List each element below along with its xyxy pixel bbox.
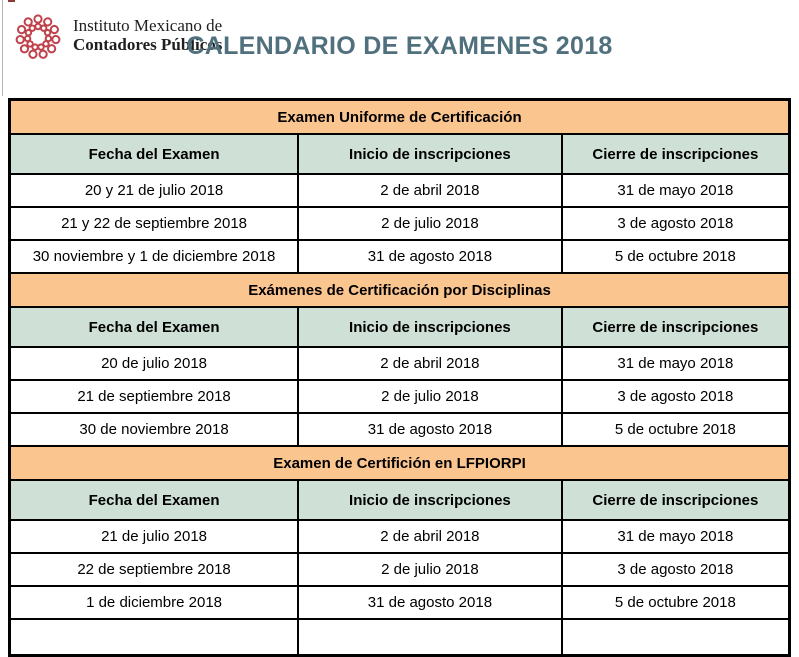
logo-org-name-line2: Contadores Públicos: [73, 34, 223, 54]
column-header-fecha: Fecha del Examen: [10, 480, 299, 520]
inscription-close-cell: 31 de mayo 2018: [562, 174, 790, 207]
table-row: [10, 553, 790, 586]
page-title: CALENDARIO DE EXAMENES 2018: [186, 32, 613, 60]
inscription-close-cell: 5 de octubre 2018: [562, 240, 790, 273]
column-header-inicio: Inicio de inscripciones: [298, 134, 562, 174]
table-row: [10, 207, 790, 240]
inscription-close-cell: [562, 619, 790, 656]
inscription-start-cell: 31 de agosto 2018: [298, 586, 562, 619]
clipped-row: [10, 619, 790, 656]
inscription-close-cell: 3 de agosto 2018: [562, 207, 790, 240]
exam-date-cell: 1 de diciembre 2018: [10, 586, 299, 619]
section-header-row: [10, 446, 790, 480]
scan-artifact: [8, 0, 15, 2]
table-row: [10, 380, 790, 413]
inscription-start-cell: 31 de agosto 2018: [298, 240, 562, 273]
exam-calendar-table: [8, 98, 791, 657]
header: [0, 0, 799, 98]
exam-date-cell: 30 noviembre y 1 de diciembre 2018: [10, 240, 299, 273]
section-header-row: [10, 100, 790, 135]
exam-date-cell: 20 y 21 de julio 2018: [10, 174, 299, 207]
section-title: Exámenes de Certificación por Disciplinas: [10, 273, 790, 307]
table-row: [10, 586, 790, 619]
inscription-start-cell: 2 de abril 2018: [298, 520, 562, 553]
inscription-start-cell: 2 de abril 2018: [298, 174, 562, 207]
section-title: Examen de Certifición en LFPIORPI: [10, 446, 790, 480]
column-header-row: [10, 307, 790, 347]
column-header-inicio: Inicio de inscripciones: [298, 307, 562, 347]
table-row: [10, 240, 790, 273]
logo-org-name-line1: Instituto Mexicano de: [73, 16, 223, 35]
table-row: [10, 413, 790, 446]
inscription-close-cell: 5 de octubre 2018: [562, 413, 790, 446]
exam-date-cell: 22 de septiembre 2018: [10, 553, 299, 586]
inscription-close-cell: 3 de agosto 2018: [562, 553, 790, 586]
inscription-close-cell: 31 de mayo 2018: [562, 520, 790, 553]
column-header-cierre: Cierre de inscripciones: [562, 480, 790, 520]
table-row: [10, 347, 790, 380]
column-header-inicio: Inicio de inscripciones: [298, 480, 562, 520]
exam-date-cell: 21 de julio 2018: [10, 520, 299, 553]
column-header-fecha: Fecha del Examen: [10, 134, 299, 174]
exam-date-cell: [10, 619, 299, 656]
column-header-cierre: Cierre de inscripciones: [562, 134, 790, 174]
inscription-start-cell: 2 de julio 2018: [298, 553, 562, 586]
table-row: [10, 520, 790, 553]
exam-date-cell: 20 de julio 2018: [10, 347, 299, 380]
inscription-close-cell: 5 de octubre 2018: [562, 586, 790, 619]
column-header-cierre: Cierre de inscripciones: [562, 307, 790, 347]
inscription-close-cell: 31 de mayo 2018: [562, 347, 790, 380]
column-header-row: [10, 480, 790, 520]
inscription-close-cell: 3 de agosto 2018: [562, 380, 790, 413]
column-header-fecha: Fecha del Examen: [10, 307, 299, 347]
table-row: [10, 174, 790, 207]
exam-date-cell: 30 de noviembre 2018: [10, 413, 299, 446]
section-title: Examen Uniforme de Certificación: [10, 100, 790, 135]
column-header-row: [10, 134, 790, 174]
exam-date-cell: 21 y 22 de septiembre 2018: [10, 207, 299, 240]
exam-date-cell: 21 de septiembre 2018: [10, 380, 299, 413]
inscription-start-cell: 2 de abril 2018: [298, 347, 562, 380]
inscription-start-cell: [298, 619, 562, 656]
inscription-start-cell: 2 de julio 2018: [298, 380, 562, 413]
section-header-row: [10, 273, 790, 307]
inscription-start-cell: 31 de agosto 2018: [298, 413, 562, 446]
inscription-start-cell: 2 de julio 2018: [298, 207, 562, 240]
